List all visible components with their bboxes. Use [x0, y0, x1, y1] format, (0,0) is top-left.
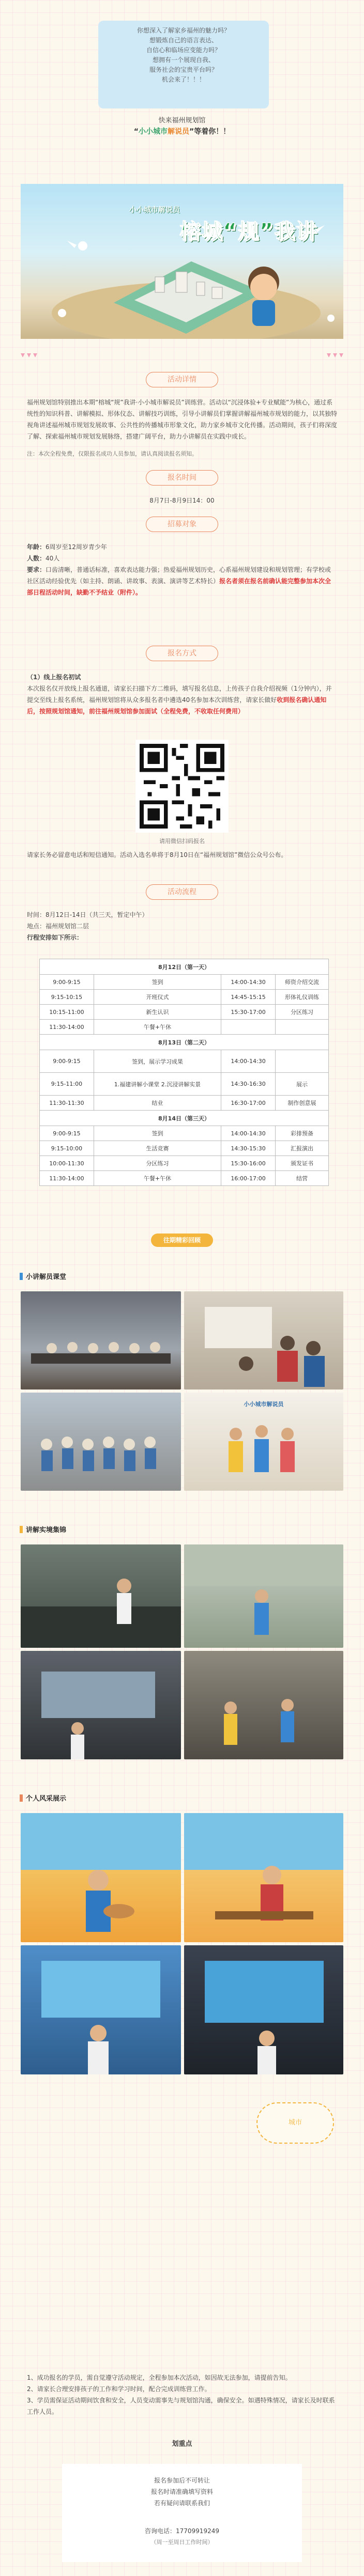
method-paragraph-2: 请家长务必留意电话和短信通知。活动入选名单将于8月10日在“福州规划馆”微信公众号公布。: [27, 851, 287, 858]
table-cell: 汇报演出: [276, 1141, 329, 1156]
schedule-table: [39, 959, 329, 1186]
section-practice-label: 讲解实境集锦: [26, 1526, 67, 1534]
performer-icon: [184, 1813, 343, 1942]
section-showcase-label: 个人风采展示: [26, 1795, 67, 1803]
photo-classroom-4: [184, 1393, 343, 1491]
table-cell: 结业: [94, 1096, 221, 1111]
method-warning: 收到报名确认通知后，按照规划馆通知，前往福州规划馆参加面试（全程免费，不收取任何费用）: [27, 696, 327, 715]
guide-speaking-icon: [184, 1544, 343, 1648]
table-cell: 11:30-14:00: [40, 1171, 94, 1186]
table-row: [40, 959, 329, 975]
table-row: [40, 1156, 329, 1171]
schedule-day: 8月14日（第三天）: [40, 1111, 329, 1126]
banner-illustration: [21, 184, 343, 339]
requirement-warning: 报名者须在报名前确认能完整参加本次全部日程活动时间，缺勤不予结业（附件）。: [27, 577, 331, 596]
table-cell: 分区练习: [94, 1156, 221, 1171]
table-cell: [276, 1050, 329, 1073]
table-cell: 9:15-10:15: [40, 990, 94, 1005]
method-step-1: （1）线上报名初试: [27, 674, 81, 681]
photo-classroom-3: [21, 1393, 181, 1491]
campaign-green-text: 小小城市: [139, 128, 168, 136]
table-cell: 彩排预备: [276, 1126, 329, 1141]
banner-subtitle: 小小城市解说员: [129, 206, 180, 214]
decorative-triangles-icon: [21, 353, 52, 358]
flow-title: 行程安排如下所示：: [27, 934, 83, 941]
campaign-heading: [0, 126, 364, 136]
age-label: 年龄：: [27, 543, 46, 551]
title-bar-icon: [20, 1794, 23, 1802]
section-title-time: 报名时间: [146, 470, 218, 486]
registration-qr-code[interactable]: [135, 740, 229, 833]
classroom-scene-icon: [21, 1291, 181, 1390]
campaign-orange-text: 解说员: [168, 128, 189, 136]
photo-showcase-4: [184, 1945, 343, 2074]
contact-phone[interactable]: 咨询电话：17709919249: [145, 2527, 219, 2535]
table-cell: 新生认识: [94, 1005, 221, 1020]
table-cell: 11:30-11:30: [40, 1096, 94, 1111]
table-cell: 9:00-9:15: [40, 1050, 94, 1073]
review-pill: 往期精彩回顾: [151, 1234, 213, 1247]
table-row: [40, 1126, 329, 1141]
table-cell: 9:15-10:00: [40, 1141, 94, 1156]
table-cell: 师资介绍交流: [276, 975, 329, 990]
method-text: 本次报名仅开放线上报名通道，请家长扫描下方二维码，填写报名信息，上传孩子自我介绍视频（1分钟内），并提交至线上报名系统，福州规划馆将从众多报名者中遴选40名参加本次训练营，请家长做好: [27, 685, 332, 704]
photo-caption: 小小城市解说员: [244, 1401, 284, 1408]
contact-card: [62, 2464, 302, 2562]
count-value: 40人: [46, 555, 60, 562]
section-classroom-title: [18, 1271, 70, 1284]
table-cell: 签到，展示学习成果: [94, 1050, 221, 1073]
banner-title: 榕城“规”我讲: [179, 220, 317, 243]
photo-showcase-2: [184, 1813, 343, 1942]
requirement-row: [27, 564, 337, 598]
table-row: [40, 1073, 329, 1096]
table-cell: 颁发证书: [276, 1156, 329, 1171]
requirement-label: 要求：: [27, 566, 46, 573]
section-title-details: 活动详情: [146, 372, 218, 387]
hero-banner: [21, 184, 343, 339]
photo-practice-3: [21, 1651, 181, 1759]
method-paragraph-1: [27, 683, 337, 717]
section-title-flow: 活动流程: [146, 884, 218, 900]
flow-period: 时间：8月12日-14日（共三天，暂定中午）: [27, 911, 148, 918]
guide-speaking-icon: [184, 1651, 343, 1759]
table-row: [40, 1005, 329, 1020]
table-row: [40, 1171, 329, 1186]
qr-code-icon: [140, 744, 224, 829]
photo-showcase-3: [21, 1945, 181, 2074]
table-row: [40, 1141, 329, 1156]
table-cell: 签到: [94, 1126, 221, 1141]
table-row: [40, 1096, 329, 1111]
contact-line: 报名时请准确填写资料: [150, 2488, 213, 2495]
table-cell: 14:00-14:30: [221, 1050, 276, 1073]
time-value: 8月7日-8月9日14：00: [149, 497, 215, 504]
count-label: 人数：: [27, 555, 46, 562]
notice-item: 1、成功报名的学员，需自觉遵守活动规定，全程参加本次活动，如因故无法参加，请提前告知。: [27, 2374, 292, 2381]
table-cell: 14:30-15:30: [221, 1141, 276, 1156]
intro-card: [98, 21, 269, 108]
table-row: [40, 1111, 329, 1126]
schedule-day: 8月12日（第一天）: [40, 959, 329, 975]
table-cell: 10:00-11:30: [40, 1156, 94, 1171]
table-row: [40, 990, 329, 1005]
table-row: [40, 1020, 329, 1035]
quote-open: “: [133, 128, 139, 136]
intro-line: 想锻炼自己的语言表达、: [149, 37, 218, 44]
table-cell: 14:45-15:15: [221, 990, 276, 1005]
decorative-triangles-icon: [312, 353, 343, 358]
photo-practice-1: [21, 1544, 181, 1648]
age-row: [27, 541, 337, 553]
table-cell: 16:30-17:00: [221, 1096, 276, 1111]
table-cell: 14:00-14:30: [221, 975, 276, 990]
classroom-scene-icon: [21, 1393, 181, 1491]
notice-item: 2、请家长合理安排孩子的工作和学习时间，配合完成训练营工作。: [27, 2385, 211, 2393]
contact-hours: （周一至周日工作时间）: [150, 2539, 214, 2546]
quote-close: ”等着你！！: [189, 128, 231, 136]
table-cell: 15:30-16:00: [221, 1156, 276, 1171]
classroom-scene-icon: [184, 1291, 343, 1390]
table-cell: 展示: [276, 1073, 329, 1096]
table-cell: [221, 1020, 276, 1035]
flow-place: 地点：福州规划馆二层: [27, 923, 89, 930]
table-cell: 形体礼仪训练: [276, 990, 329, 1005]
table-cell: 16:00-17:00: [221, 1171, 276, 1186]
table-cell: 11:30-14:00: [40, 1020, 94, 1035]
flow-block: [27, 909, 337, 943]
note-line: 注：本次全程免费，仅限报名成功人员参加，请认真阅读报名须知。: [27, 450, 198, 457]
org-line: 快来福州规划馆: [158, 117, 206, 124]
table-cell: 开班仪式: [94, 990, 221, 1005]
table-cell: 15:30-17:00: [221, 1005, 276, 1020]
method-block: [27, 672, 337, 717]
target-block: [27, 541, 337, 598]
photo-practice-2: [184, 1544, 343, 1648]
performer-icon: [184, 1945, 343, 2074]
title-bar-icon: [20, 1273, 23, 1280]
notice-block: [27, 2372, 337, 2417]
table-row: [40, 1035, 329, 1050]
table-cell: [276, 1020, 329, 1035]
contact-line: 报名参加后不可转让: [154, 2477, 210, 2484]
photo-showcase-1: [21, 1813, 181, 1942]
schedule-day: 8月13日（第二天）: [40, 1035, 329, 1050]
table-cell: 结营: [276, 1171, 329, 1186]
table-cell: 9:00-9:15: [40, 975, 94, 990]
photo-classroom-2: [184, 1291, 343, 1390]
performer-icon: [21, 1813, 181, 1942]
age-value: 6周岁至12周岁青少年: [46, 543, 107, 551]
table-cell: 10:15-11:00: [40, 1005, 94, 1020]
table-cell: 制作创意展: [276, 1096, 329, 1111]
photo-classroom-1: [21, 1291, 181, 1390]
table-cell: 午餐+午休: [94, 1020, 221, 1035]
intro-line: 想拥有一个展现自我、: [152, 56, 215, 64]
section-showcase-title: [18, 1792, 70, 1806]
details-paragraph: 福州规划馆特别推出本期“榕城“规”我讲·小小城市解说员”训练营。活动以“沉浸体验+专业赋能”为核心，通过系统性的知识科普、讲解模拟、形体仪态、讲解技巧训练，引导小讲解员们掌握讲解福州城市规划的能力，以其独特视角讲述福州城市规划发展故事、公共性的传播城市形象文化，助力家乡城市文化传播。活动期间，孩子们将深度了解、探索福州城市规划发展脉络，搭建广阔平台，助力小讲解员在实践中成长。: [27, 399, 338, 440]
qr-caption: 请用微信扫码报名: [159, 838, 205, 845]
guide-speaking-icon: [21, 1651, 181, 1759]
section-title-method: 报名方式: [146, 646, 218, 661]
table-cell: 1.福建讲解小课堂 2.沉浸讲解实景: [94, 1073, 221, 1096]
table-cell: 9:00-9:15: [40, 1126, 94, 1141]
count-row: [27, 553, 337, 564]
intro-line: 机会来了！！！: [161, 76, 205, 83]
intro-line: 自信心和临场应变能力吗？: [146, 46, 221, 54]
contact-line: 若有疑问请联系我们: [154, 2500, 210, 2507]
section-classroom-label: 小讲解员课堂: [26, 1273, 67, 1281]
photo-practice-4: [184, 1651, 343, 1759]
table-cell: 生活竞赛: [94, 1141, 221, 1156]
intro-line: 服务社会的宝贵平台吗？: [149, 66, 218, 73]
table-cell: 14:30-16:30: [221, 1073, 276, 1096]
table-cell: 9:15-11:00: [40, 1073, 94, 1096]
table-row: [40, 1050, 329, 1073]
notice-item: 3、学员需保证活动期间饮食和安全，人员变动需事先与规划馆沟通，确保安全。如遇特殊情况，请家长及时联系工作人员。: [27, 2397, 335, 2415]
table-cell: 午餐+午休: [94, 1171, 221, 1186]
performer-icon: [21, 1945, 181, 2074]
title-bar-icon: [20, 1526, 23, 1533]
table-cell: 签到: [94, 975, 221, 990]
decorative-badge: 城市: [256, 2102, 334, 2144]
section-practice-title: [18, 1524, 70, 1537]
notice-footer-label: 划重点: [172, 2440, 192, 2448]
requirement-text: 口齿清晰，普通话标准，喜欢表达能力强；热爱福州规划历史，心系福州规划建设和规划管理；有学校或社区活动经验优先（如主持、朗诵、讲故事、表演、演讲等艺术特长）: [27, 566, 331, 585]
intro-line: 你想深入了解家乡福州的魅力吗？: [136, 27, 230, 34]
table-cell: 14:00-14:30: [221, 1126, 276, 1141]
guide-speaking-icon: [21, 1544, 181, 1648]
section-title-target: 招募对象: [146, 517, 218, 532]
table-cell: 分区练习: [276, 1005, 329, 1020]
table-row: [40, 975, 329, 990]
